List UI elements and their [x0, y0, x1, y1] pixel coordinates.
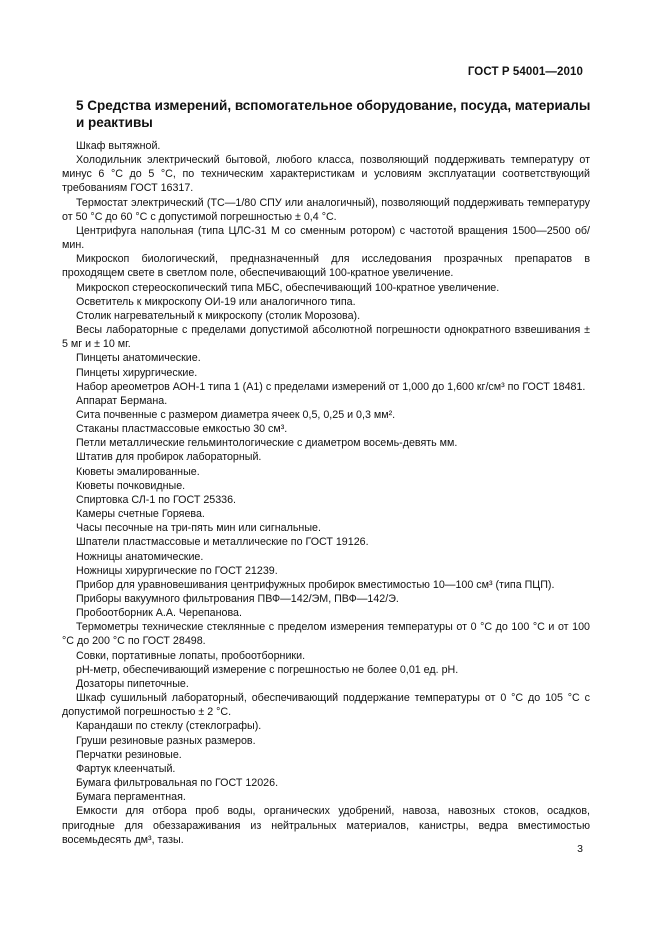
list-item: Ножницы хирургические по ГОСТ 21239.	[76, 564, 278, 577]
list-item: Камеры счетные Горяева.	[76, 508, 205, 521]
list-item: Столик нагревательный к микроскопу (столик Морозова).	[76, 309, 361, 322]
list-item: Бумага фильтровальная по ГОСТ 12026.	[76, 777, 279, 790]
list-item: Осветитель к микроскопу ОИ-19 или аналогичного типа.	[76, 295, 356, 308]
list-item: Стаканы пластмассовые емкостью 30 см³.	[76, 423, 288, 436]
list-item: Центрифуга напольная (типа ЦЛС-31 М со сменным ротором) с частотой вращения 1500—2500 об/мин.	[62, 224, 590, 252]
list-item: Перчатки резиновые.	[76, 748, 182, 761]
list-item: Шпатели пластмассовые и металлические по ГОСТ 19126.	[76, 536, 369, 549]
equipment-list	[62, 139, 590, 847]
list-item: Микроскоп биологический, предназначенный для исследования прозрачных препаратов в проходящем свете в светлом поле, обеспечивающий 100-кратное увеличение.	[62, 253, 590, 280]
list-item: Приборы вакуумного фильтрования ПВФ—142/ЭМ, ПВФ—142/Э.	[76, 593, 399, 605]
list-item: Кюветы почковидные.	[76, 479, 186, 492]
list-item: Термостат электрический (ТС—1/80 СПУ или аналогичный), позволяющий поддерживать температуру от 50 °С до 60 °С с допустимой погрешностью ± 0,4 °С.	[62, 196, 590, 223]
list-item: Набор ареометров АОН-1 типа 1 (А1) с пределами измерений от 1,000 до 1,600 кг/см³ по ГОСТ 18481.	[76, 380, 586, 393]
list-item: Микроскоп стереоскопический типа МБС, обеспечивающий 100-кратное увеличение.	[76, 281, 500, 294]
list-item: Часы песочные на три-пять мин или сигнальные.	[76, 522, 321, 535]
list-item: Емкости для отбора проб воды, органических удобрений, навоза, навозных стоков, осадков, пригодные для обеззараживания из нейтральных материалов, канистры, ведра вместимостью восемьдесять дм³, тазы.	[62, 805, 590, 846]
list-item: Термометры технические стеклянные с пределом измерения температуры от 0 °С до 100 °С и от 100 °С до 200 °С по ГОСТ 28498.	[62, 621, 590, 648]
list-item: Прибор для уравновешивания центрифужных пробирок вместимостью 10—100 см³ (типа ПЦП).	[76, 578, 555, 591]
list-item: Пинцеты анатомические.	[76, 352, 201, 365]
list-item: Шкаф вытяжной.	[76, 140, 161, 152]
list-item: pH-метр, обеспечивающий измерение с погрешностью не более 0,01 ед. pH.	[76, 663, 459, 676]
list-item: Шкаф сушильный лабораторный, обеспечивающий поддержание температуры от 0 °С до 105 °С с допустимой погрешностью ± 2 °С.	[62, 692, 590, 719]
list-item: Петли металлические гельминтологические с диаметром восемь-девять мм.	[76, 437, 458, 450]
list-item: Совки, портативные лопаты, пробоотборники.	[76, 649, 306, 662]
list-item: Весы лабораторные с пределами допустимой абсолютной погрешности однократного взвешивания ± 5 мг и ± 10 мг.	[62, 324, 590, 351]
list-item: Дозаторы пипеточные.	[76, 677, 189, 690]
list-item: Холодильник электрический бытовой, любого класса, позволяющий поддерживать температуру от минус 6 °С до 5 °С, по техническим характеристикам и условиям эксплуатации соответствующий требованиям ГОСТ 16317.	[62, 154, 590, 195]
page-number: 3	[577, 843, 583, 855]
section-title: 5 Средства измерений, вспомогательное оборудование, посуда, материалы и реактивы	[76, 98, 591, 130]
list-item: Штатив для пробирок лабораторный.	[76, 451, 262, 464]
list-item: Пробоотборник А.А. Черепанова.	[76, 607, 242, 620]
list-item: Сита почвенные с размером диаметра ячеек 0,5, 0,25 и 0,3 мм².	[76, 408, 396, 421]
list-item: Аппарат Бермана.	[76, 394, 168, 407]
list-item: Карандаши по стеклу (стеклографы).	[76, 720, 262, 733]
list-item: Груши резиновые разных размеров.	[76, 734, 256, 747]
list-item: Фартук клеенчатый.	[76, 762, 176, 775]
document-header: ГОСТ Р 54001—2010	[467, 66, 583, 78]
list-item: Пинцеты хирургические.	[76, 366, 198, 379]
list-item: Бумага пергаментная.	[76, 791, 186, 804]
list-item: Кюветы эмалированные.	[76, 465, 200, 478]
list-item: Ножницы анатомические.	[76, 550, 204, 563]
list-item: Спиртовка СЛ-1 по ГОСТ 25336.	[76, 493, 237, 506]
